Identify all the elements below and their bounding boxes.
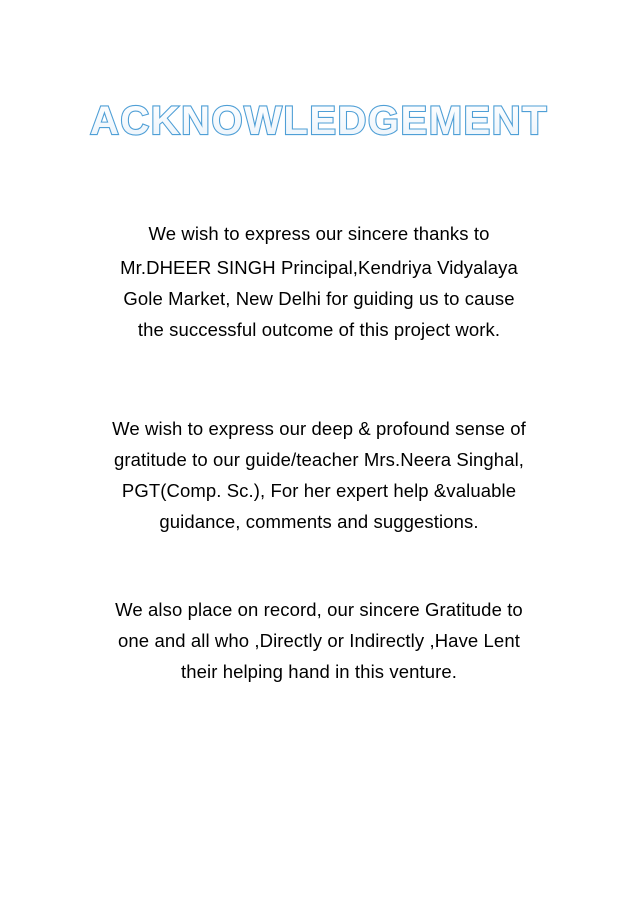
- title-wordart: [0, 88, 638, 152]
- paragraph-line: We wish to express our deep & profound sense of: [112, 418, 526, 439]
- paragraph-line: gratitude to our guide/teacher Mrs.Neera Singhal,: [113, 449, 525, 470]
- paragraph-line: We also place on record, our sincere Gratitude to: [115, 599, 523, 620]
- paragraph-line: the successful outcome of this project work.: [137, 319, 501, 340]
- paragraph-line: We wish to express our sincere thanks to: [148, 223, 490, 244]
- title-text: ACKNOWLEDGEMENT: [89, 99, 549, 143]
- paragraph-line: Mr.DHEER SINGH Principal,Kendriya Vidyalaya: [120, 257, 518, 278]
- title-heading: [0, 88, 638, 152]
- paragraph-line: their helping hand in this venture.: [180, 661, 458, 682]
- paragraph-line: one and all who ,Directly or Indirectly ,Have Lent: [118, 630, 520, 651]
- paragraph-thanks-all: [40, 594, 598, 687]
- paragraph-line: Gole Market, New Delhi for guiding us to cause: [123, 288, 515, 309]
- paragraph-thanks-teacher: [40, 413, 598, 537]
- paragraph-line: guidance, comments and suggestions.: [159, 511, 479, 532]
- paragraph-thanks-principal: [40, 218, 598, 345]
- paragraph-line: PGT(Comp. Sc.), For her expert help &valuable: [121, 480, 517, 501]
